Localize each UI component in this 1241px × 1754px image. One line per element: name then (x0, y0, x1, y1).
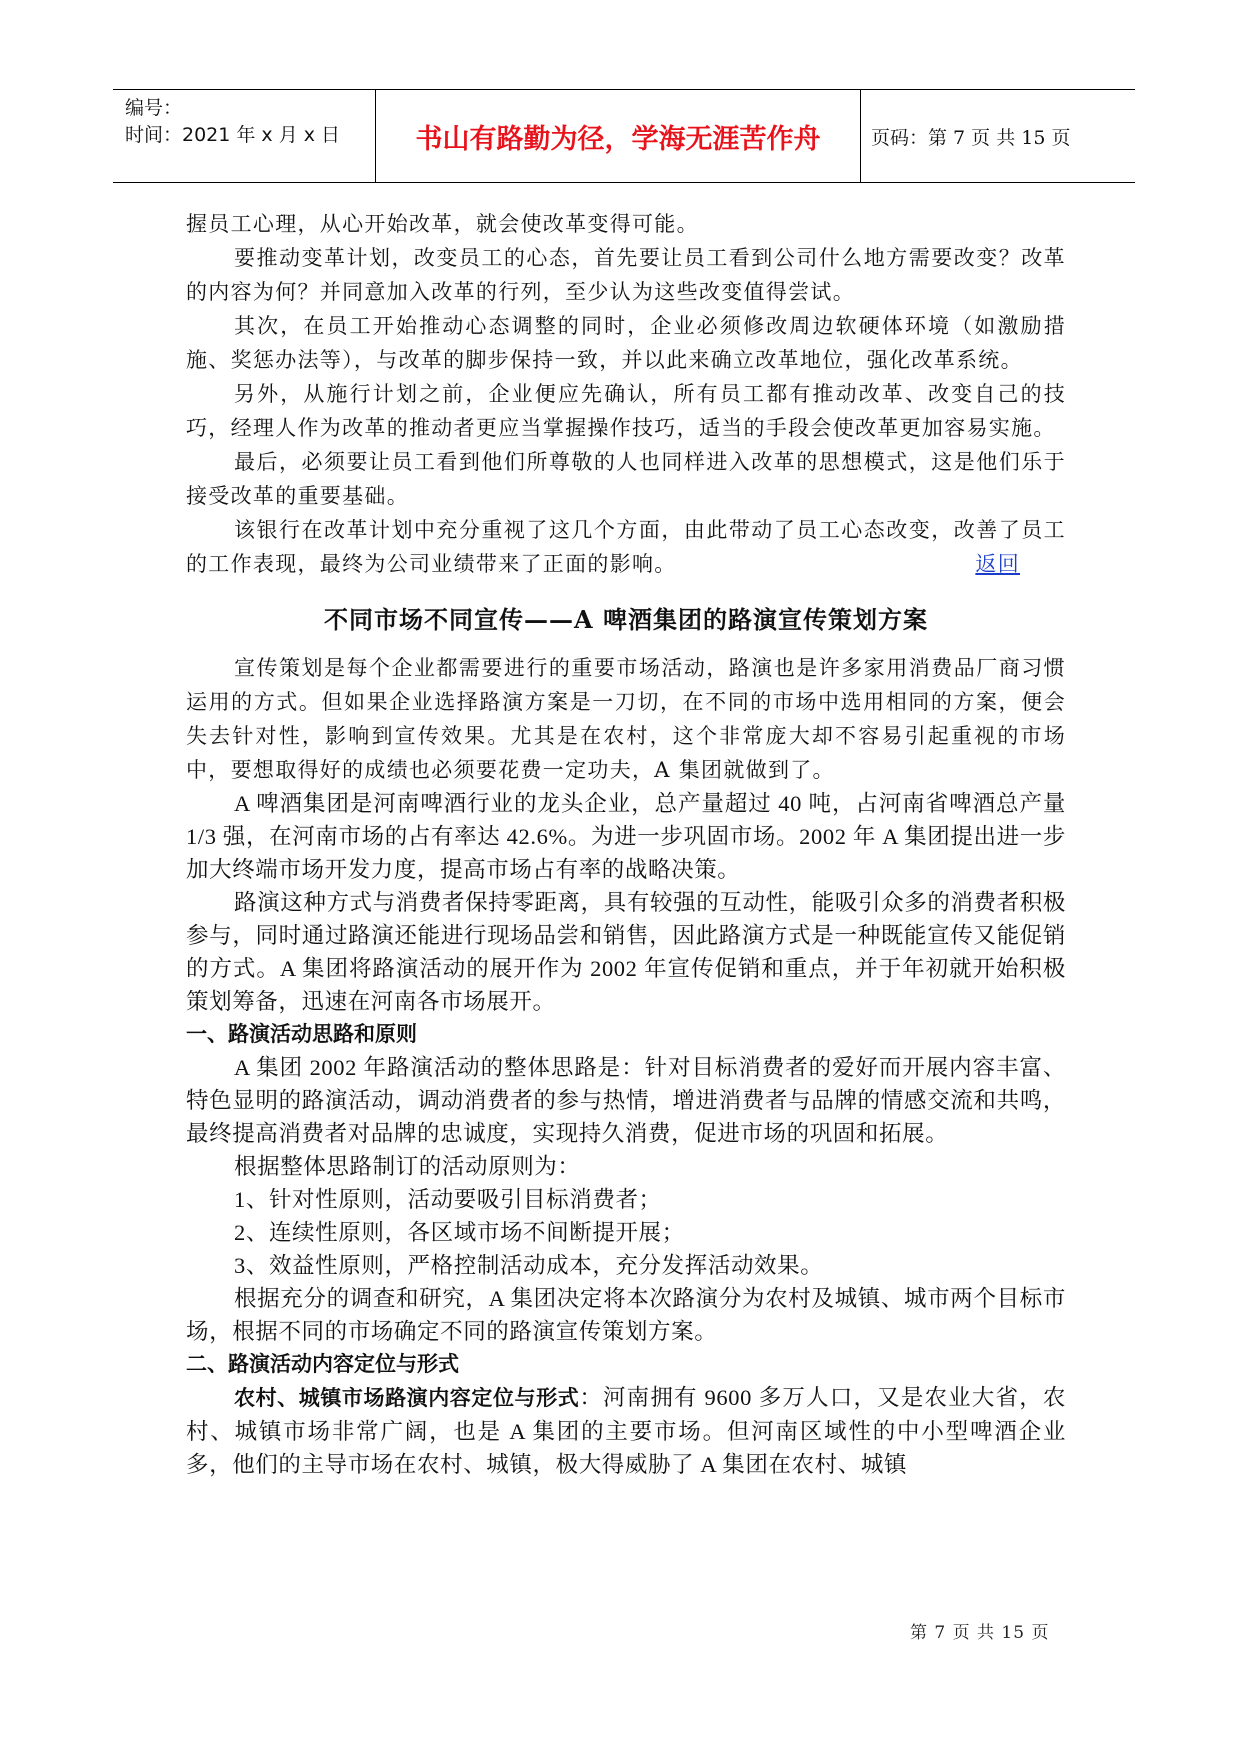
list-item: 1、针对性原则，活动要吸引目标消费者； (234, 1187, 662, 1212)
paragraph: 另外，从施行计划之前，企业便应先确认，所有员工都有推动改革、改变自己的技巧，经理人作为改革的推动者更应当掌握操作技巧，适当的手段会使改革更加容易实施。 (186, 382, 1066, 440)
article-title: 不同市场不同宣传——A 啤酒集团的路演宣传策划方案 (324, 605, 928, 634)
paragraph-lead: 农村、城镇市场路演内容定位与形式 (234, 1386, 580, 1410)
page-footer: 第 7 页 共 15 页 (910, 1623, 1050, 1643)
document-body (186, 207, 1066, 1481)
document-time-label: 时间：2021 年 x 月 x 日 (125, 124, 341, 146)
paragraph-text: ：河南拥有 9600 多万人口，又是农业大省，农村、城镇市场非常广阔，也是 A 集团的主要市场。但河南区域性的中小型啤酒企业多，他们的主导市场在农村、城镇，极大得威胁了 A 集团在农村、城镇 (186, 1385, 1067, 1477)
back-link[interactable]: 返回 (975, 552, 1020, 576)
paragraph: 根据整体思路制订的活动原则为： (234, 1154, 581, 1179)
paragraph: 最后，必须要让员工看到他们所尊敬的人也同样进入改革的思想模式，这是他们乐于接受改革的重要基础。 (186, 450, 1066, 508)
list-item: 2、连续性原则，各区域市场不间断提开展； (234, 1220, 685, 1245)
header-motto: 书山有路勤为径，学海无涯苦作舟 (375, 90, 861, 182)
section-heading: 一、路演活动思路和原则 (186, 1022, 417, 1046)
paragraph-with-link (186, 513, 1066, 581)
header-page-info: 页码：第 7 页 共 15 页 (871, 126, 1071, 149)
document-number-label: 编号： (125, 97, 183, 119)
paragraph: A 啤酒集团是河南啤酒行业的龙头企业，总产量超过 40 吨，占河南省啤酒总产量 1/3 强，在河南市场的占有率达 42.6%。为进一步巩固市场。2002 年 A 集团提出进一步加大终端市场开发力度，提高市场占有率的战略决策。 (186, 791, 1066, 882)
paragraph: 要推动变革计划，改变员工的心态，首先要让员工看到公司什么地方需要改变？改革的内容为何？并同意加入改革的行列，至少认为这些改变值得尝试。 (186, 246, 1066, 304)
paragraph (186, 1381, 1066, 1481)
list-item: 3、效益性原则，严格控制活动成本，充分发挥活动效果。 (234, 1253, 824, 1278)
paragraph: 路演这种方式与消费者保持零距离，具有较强的互动性，能吸引众多的消费者积极参与，同时通过路演还能进行现场品尝和销售，因此路演方式是一种既能宣传又能促销的方式。A 集团将路演活动的展开作为 2002 年宣传促销和重点，并于年初就开始积极策划筹备，迅速在河南各市场展开。 (186, 890, 1066, 1014)
paragraph: 握员工心理，从心开始改革，就会使改革变得可能。 (186, 212, 699, 236)
section-heading: 二、路演活动内容定位与形式 (186, 1352, 459, 1376)
paragraph: 宣传策划是每个企业都需要进行的重要市场活动，路演也是许多家用消费品厂商习惯运用的方式。但如果企业选择路演方案是一刀切，在不同的市场中选用相同的方案，便会失去针对性，影响到宣传效果。尤其是在农村，这个非常庞大却不容易引起重视的市场中，要想取得好的成绩也必须要花费一定功夫，A 集团就做到了。 (186, 656, 1066, 782)
header-meta (113, 90, 375, 182)
paragraph: 其次，在员工开始推动心态调整的同时，企业必须修改周边软硬体环境（如激励措施、奖惩办法等），与改革的脚步保持一致，并以此来确立改革地位，强化改革系统。 (186, 314, 1066, 372)
page-header (113, 89, 1135, 183)
paragraph: 根据充分的调查和研究，A 集团决定将本次路演分为农村及城镇、城市两个目标市场，根据不同的市场确定不同的路演宣传策划方案。 (186, 1286, 1066, 1344)
paragraph-text: 该银行在改革计划中充分重视了这几个方面，由此带动了员工心态改变，改善了员工的工作表现，最终为公司业绩带来了正面的影响。 (186, 518, 1066, 576)
paragraph: A 集团 2002 年路演活动的整体思路是：针对目标消费者的爱好而开展内容丰富、特色显明的路演活动，调动消费者的参与热情，增进消费者与品牌的情感交流和共鸣，最终提高消费者对品牌的忠诚度，实现持久消费，促进市场的巩固和拓展。 (186, 1055, 1066, 1146)
